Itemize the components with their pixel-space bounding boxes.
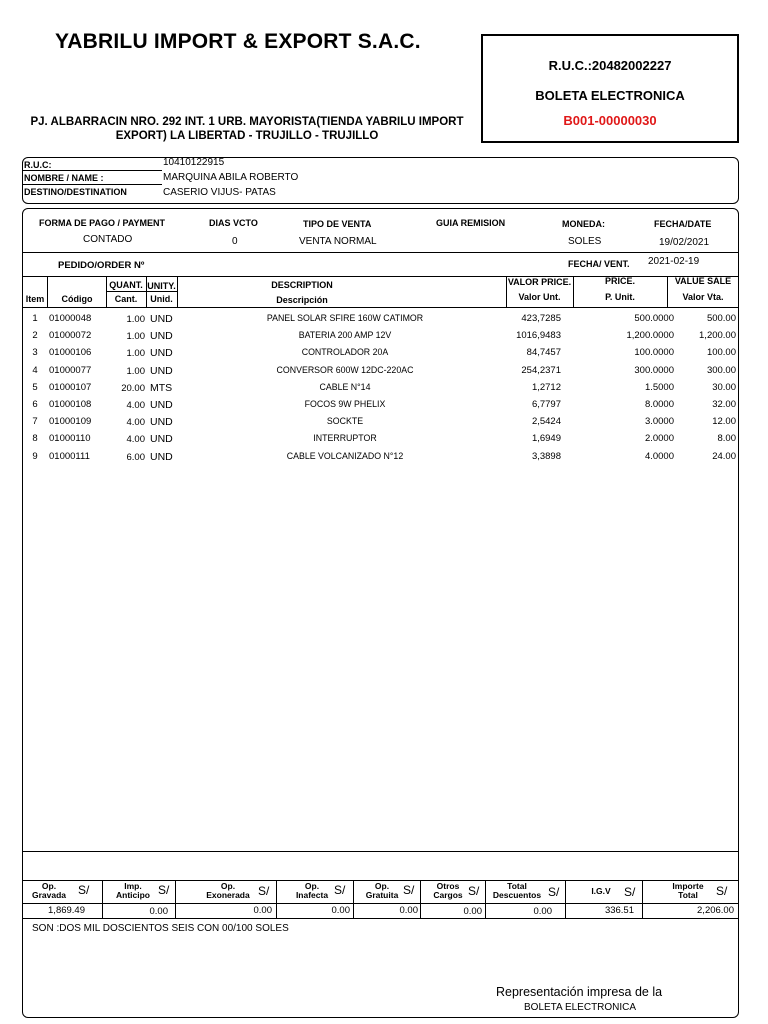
row-description: CONTROLADOR 20A — [301, 347, 389, 358]
due-date-label: FECHA/ VENT. — [568, 259, 630, 269]
sale-type-value: VENTA NORMAL — [299, 236, 377, 247]
row-item: 2 — [32, 330, 38, 342]
date-value: 19/02/2021 — [659, 237, 710, 248]
row-code: 01000111 — [49, 450, 90, 462]
gravada-label: Op. Gravada — [31, 881, 67, 900]
header-price-en: PRICE. — [604, 276, 635, 286]
row-description: CABLE N°14 — [319, 381, 371, 392]
row-unit-value: 423,7285 — [521, 313, 561, 324]
header-value-price-es: Valor Unt. — [518, 292, 561, 302]
row-unit: UND — [150, 416, 173, 429]
row-quantity: 4.00 — [126, 417, 145, 429]
exonerada-label: Op. Exonerada — [206, 881, 250, 900]
due-date-value: 2021-02-19 — [648, 256, 700, 267]
row-unit-price: 300.0000 — [634, 364, 674, 376]
due-days-label: DIAS VCTO — [209, 218, 258, 228]
row-description: FOCOS 9W PHELIX — [304, 399, 386, 409]
row-unit-price: 1,200.0000 — [626, 330, 674, 342]
row-item: 4 — [32, 364, 38, 376]
descuentos-currency: S/ — [548, 885, 560, 899]
currency-value: SOLES — [568, 236, 602, 247]
row-sale-value: 1,200.00 — [699, 330, 736, 342]
row-code: 01000108 — [49, 399, 92, 410]
row-item: 1 — [32, 313, 38, 324]
header-code: Código — [61, 294, 93, 304]
row-quantity: 1.00 — [126, 331, 145, 343]
header-qty-en: QUANT. — [109, 280, 143, 290]
row-code: 01000107 — [49, 381, 92, 393]
header-unit-es: Unid. — [150, 294, 173, 304]
exonerada-currency: S/ — [258, 884, 270, 898]
row-item: 9 — [32, 450, 38, 462]
company-name: YABRILU IMPORT & EXPORT S.A.C. — [55, 30, 421, 53]
row-unit: UND — [150, 330, 173, 343]
payment-value: CONTADO — [83, 234, 133, 245]
row-unit-value: 254,2371 — [521, 364, 561, 376]
date-label: FECHA/DATE — [654, 219, 712, 229]
header-unit-en: UNITY. — [147, 281, 176, 291]
row-unit-price: 3.0000 — [644, 416, 674, 428]
otros-cargos-label: Otros Cargos — [433, 881, 463, 900]
row-sale-value: 30.00 — [712, 381, 736, 393]
igv-value: 336.51 — [604, 905, 634, 916]
row-item: 3 — [32, 347, 38, 359]
amount-in-words: SON :DOS MIL DOSCIENTOS SEIS CON 00/100 SOLES — [32, 923, 289, 934]
company-address: PJ. ALBARRACIN NRO. 292 INT. 1 URB. MAYORISTA(TIENDA YABRILU IMPORT EXPORT) LA LIBERTAD - TRUJILLO - TRUJILLO — [30, 116, 464, 142]
row-unit: UND — [150, 433, 173, 446]
row-quantity: 20.00 — [121, 382, 145, 394]
client-name-label: NOMBRE / NAME : — [24, 173, 104, 183]
issuer-ruc: R.U.C.:20482002227 — [548, 58, 672, 73]
row-code: 01000110 — [49, 433, 91, 445]
row-unit-price: 8.0000 — [644, 399, 674, 410]
document-number: B001-00000030 — [563, 113, 657, 128]
row-unit-price: 1.5000 — [644, 381, 674, 393]
anticipo-value: 0.00 — [149, 906, 168, 917]
header-value-sale-es: Valor Vta. — [682, 292, 724, 302]
row-item: 6 — [32, 399, 38, 410]
row-unit-price: 500.0000 — [634, 313, 674, 324]
inafecta-currency: S/ — [334, 883, 346, 897]
gratuita-label: Op. Gratuita — [365, 881, 399, 900]
row-unit: UND — [150, 364, 173, 377]
row-unit-price: 4.0000 — [644, 450, 674, 462]
row-quantity: 4.00 — [126, 434, 145, 446]
currency-label: MONEDA: — [562, 219, 605, 229]
client-ruc: 10410122915 — [163, 157, 225, 168]
inafecta-value: 0.00 — [331, 905, 350, 916]
row-unit-value: 6,7797 — [531, 399, 561, 410]
payment-label: FORMA DE PAGO / PAYMENT — [39, 218, 166, 228]
guide-label: GUIA REMISION — [436, 218, 506, 228]
row-unit-value: 84,7457 — [526, 347, 561, 359]
printed-representation-line2: BOLETA ELECTRONICA — [524, 1002, 637, 1013]
row-unit: UND — [150, 347, 173, 360]
row-unit-value: 1016,9483 — [516, 330, 561, 342]
row-unit: UND — [150, 313, 173, 325]
row-code: 01000077 — [49, 364, 92, 376]
row-description: PANEL SOLAR SFIRE 160W CATIMOR — [266, 313, 424, 323]
header-value-sale-en: VALUE SALE — [674, 276, 732, 286]
row-sale-value: 300.00 — [706, 364, 736, 376]
row-code: 01000106 — [49, 347, 92, 359]
igv-currency: S/ — [624, 885, 636, 899]
row-description: CONVERSOR 600W 12DC-220AC — [276, 364, 414, 375]
gravada-value: 1,869.49 — [48, 905, 85, 916]
header-price-es: P. Unit. — [605, 292, 635, 302]
due-days-value: 0 — [232, 236, 238, 247]
printed-representation-line1: Representación impresa de la — [496, 985, 663, 999]
descuentos-label: Total Descuentos — [492, 881, 542, 900]
row-quantity: 1.00 — [126, 314, 145, 325]
order-label: PEDIDO/ORDER Nº — [58, 260, 145, 271]
gratuita-value: 0.00 — [399, 905, 418, 916]
row-item: 8 — [32, 433, 38, 445]
row-unit-value: 2,5424 — [531, 416, 561, 428]
row-unit-value: 1,6949 — [531, 433, 561, 445]
client-name: MARQUINA ABILA ROBERTO — [163, 172, 299, 183]
header-item: Item — [25, 294, 45, 304]
row-quantity: 1.00 — [126, 365, 145, 377]
row-description: BATERIA 200 AMP 12V — [298, 330, 392, 341]
row-sale-value: 12.00 — [712, 416, 736, 428]
sale-type-label: TIPO DE VENTA — [303, 219, 372, 229]
row-unit: UND — [150, 399, 173, 411]
row-quantity: 1.00 — [126, 348, 145, 360]
importe-currency: S/ — [716, 884, 728, 898]
row-description: INTERRUPTOR — [313, 433, 377, 444]
inafecta-label: Op. Inafecta — [295, 881, 329, 900]
client-destination: CASERIO VIJUS- PATAS — [163, 187, 276, 198]
row-unit-value: 1,2712 — [531, 381, 561, 393]
row-description: CABLE VOLCANIZADO N°12 — [286, 450, 404, 461]
document-id-box — [481, 34, 739, 143]
otros-cargos-currency: S/ — [468, 884, 480, 898]
row-sale-value: 32.00 — [712, 399, 736, 410]
row-unit: UND — [150, 450, 173, 463]
gravada-currency: S/ — [78, 883, 90, 897]
otros-cargos-value: 0.00 — [463, 906, 482, 917]
client-ruc-label: R.U.C: — [24, 160, 52, 170]
row-code: 01000109 — [49, 416, 92, 428]
anticipo-label: Imp. Anticipo — [116, 881, 150, 900]
exonerada-value: 0.00 — [253, 905, 272, 916]
client-box — [22, 157, 739, 204]
row-description: SOCKTE — [326, 416, 364, 427]
header-qty-es: Cant. — [114, 294, 138, 304]
header-desc-es: Descripción — [276, 295, 328, 305]
importe-label: Importe Total — [672, 881, 704, 900]
row-quantity: 4.00 — [126, 400, 145, 411]
row-code: 01000048 — [49, 313, 92, 324]
gratuita-currency: S/ — [403, 883, 415, 897]
client-destination-label: DESTINO/DESTINATION — [24, 187, 127, 197]
header-value-price-en: VALOR PRICE. — [507, 277, 572, 287]
document-type: BOLETA ELECTRONICA — [535, 88, 685, 103]
row-unit-price: 100.0000 — [634, 347, 674, 359]
row-quantity: 6.00 — [126, 451, 145, 463]
header-desc-en: DESCRIPTION — [271, 280, 333, 290]
importe-value: 2,206.00 — [697, 905, 734, 916]
row-code: 01000072 — [49, 330, 92, 342]
row-sale-value: 100.00 — [706, 347, 736, 359]
row-item: 7 — [32, 416, 38, 428]
row-unit: MTS — [150, 381, 173, 394]
row-unit-price: 2.0000 — [644, 433, 674, 445]
row-sale-value: 8.00 — [717, 433, 736, 445]
row-sale-value: 500.00 — [706, 313, 736, 324]
igv-label: I.G.V — [591, 886, 611, 896]
row-item: 5 — [32, 381, 38, 393]
anticipo-currency: S/ — [158, 883, 170, 897]
descuentos-value: 0.00 — [533, 906, 552, 917]
row-sale-value: 24.00 — [712, 450, 736, 462]
row-unit-value: 3,3898 — [531, 450, 561, 462]
